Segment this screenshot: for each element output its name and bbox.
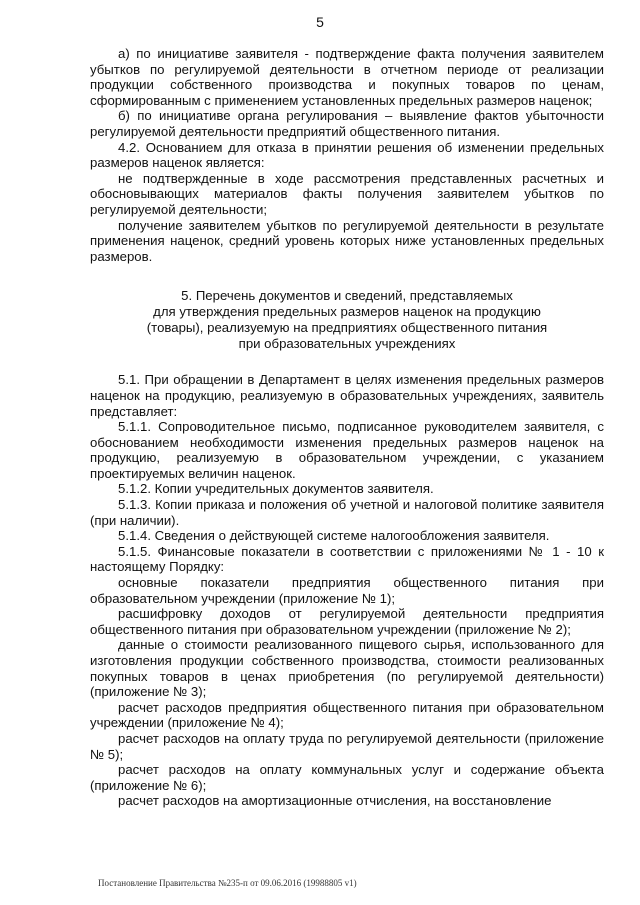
document-footer: Постановление Правительства №235-п от 09.06.2016 (19988805 v1) bbox=[98, 878, 357, 888]
list-item-appendix-1: основные показатели предприятия общественного питания при образовательном учреждении (приложение № 1); bbox=[90, 575, 604, 606]
section-title-line: 5. Перечень документов и сведений, представляемых bbox=[181, 288, 513, 304]
paragraph-losses: получение заявителем убытков по регулируемой деятельности в результате применения наценок, средний уровень которых ниже установленных предельных размеров. bbox=[90, 217, 604, 264]
section-title-line: (товары), реализуемую на предприятиях общественного питания bbox=[146, 320, 548, 336]
list-item-depreciation: расчет расходов на амортизационные отчисления, на восстановление bbox=[118, 793, 552, 809]
list-item-appendix-5: расчет расходов на оплату труда по регулируемой деятельности (приложение № 5); bbox=[90, 730, 604, 762]
paragraph-5-1-3: 5.1.3. Копии приказа и положения об учетной и налоговой политике заявителя (при наличии). bbox=[90, 497, 604, 528]
list-item-appendix-3: данные о стоимости реализованного пищевого сырья, использованного для изготовления продукции собственного производства, стоимости реализованных покупных товаров в ценах приобретения (по регулируемой деятельности) (приложение № 3); bbox=[90, 637, 604, 700]
document-body bbox=[90, 46, 604, 809]
section-title-line: при образовательных учреждениях bbox=[238, 336, 456, 352]
list-item-appendix-6: расчет расходов на оплату коммунальных услуг и содержание объекта (приложение № 6); bbox=[90, 762, 604, 793]
paragraph-b: б) по инициативе органа регулирования – выявление фактов убыточности регулируемой деятельности предприятий общественного питания. bbox=[90, 108, 604, 139]
section-5-title bbox=[90, 288, 604, 352]
paragraph-5-1-4: 5.1.4. Сведения о действующей системе налогообложения заявителя. bbox=[118, 528, 550, 544]
paragraph-5-1-5: 5.1.5. Финансовые показатели в соответствии с приложениями № 1 - 10 к настоящему Порядку: bbox=[90, 543, 604, 575]
list-item-appendix-2: расшифровку доходов от регулируемой деятельности предприятия общественного питания при образовательном учреждении (приложение № 2); bbox=[90, 606, 604, 637]
paragraph-5-1-2: 5.1.2. Копии учредительных документов заявителя. bbox=[118, 481, 434, 497]
paragraph-5-1: 5.1. При обращении в Департамент в целях изменения предельных размеров наценок на продукцию, реализуемую в образовательных учреждениях, заявитель представляет: bbox=[90, 372, 604, 419]
paragraph-4-2: 4.2. Основанием для отказа в принятии решения об изменении предельных размеров наценок является: bbox=[90, 139, 604, 171]
paragraph-not-confirmed: не подтвержденные в ходе рассмотрения представленных расчетных и обосновывающих материалов факты получения заявителем убытков по регулируемой деятельности; bbox=[90, 170, 604, 217]
section-title-line: для утверждения предельных размеров наценок на продукцию bbox=[153, 304, 541, 320]
paragraph-5-1-1: 5.1.1. Сопроводительное письмо, подписанное руководителем заявителя, с обоснованием необходимости изменения предельных размеров наценок на продукцию, реализуемую в образовательном учреждении, с указанием проектируемых величин наценок. bbox=[90, 419, 604, 481]
paragraph-a: а) по инициативе заявителя - подтверждение факта получения заявителем убытков по регулируемой деятельности в отчетном периоде от реализации продукции собственного производства и покупных товаров по ценам, сформированным с применением установленных предельных размеров наценок; bbox=[90, 46, 604, 108]
list-item-appendix-4: расчет расходов предприятия общественного питания при образовательном учреждении (приложение № 4); bbox=[90, 699, 604, 731]
page-number: 5 bbox=[316, 14, 324, 30]
